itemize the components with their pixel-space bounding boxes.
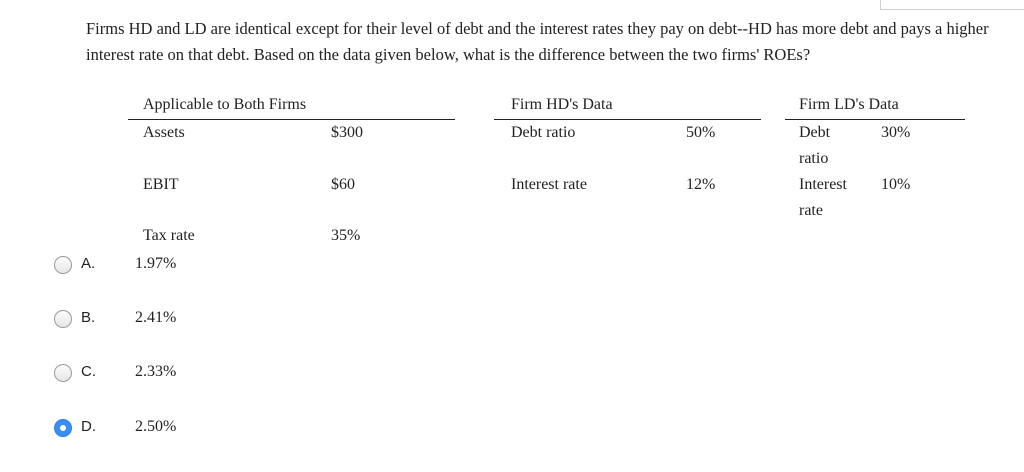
ld-label-interest-rate: Interest rate [799,176,847,219]
radio-button-d-selected[interactable] [54,419,72,437]
ld-label-debt-ratio: Debt ratio [799,124,831,167]
row-value-ebit: $60 [331,176,355,193]
row-label-assets: Assets [143,124,185,141]
table-header-ld: Firm LD's Data [799,96,899,113]
ld-value-debt-ratio: 30% [881,124,911,141]
row-label-tax-rate: Tax rate [143,227,195,244]
hd-value-debt-ratio: 50% [686,124,716,141]
hd-value-interest-rate: 12% [686,176,716,193]
choice-text-a[interactable]: 1.97% [135,255,177,272]
question-text: Firms HD and LD are identical except for their level of debt and the interest rates they pay on debt--HD has more debt and pays a higher interest rate on that debt. Based on the data given below, what is the difference between the two firms' ROEs? [86,19,989,64]
row-value-assets: $300 [331,124,363,141]
radio-button-c[interactable] [54,364,72,382]
choice-letter-c: C. [81,363,96,380]
table-header-both: Applicable to Both Firms [143,96,307,113]
top-panel-edge [880,0,1024,10]
choice-letter-a: A. [81,255,96,272]
ld-value-interest-rate: 10% [881,176,911,193]
hd-label-interest-rate: Interest rate [511,176,587,193]
radio-button-a[interactable] [54,256,72,274]
table-header-hd: Firm HD's Data [511,96,613,113]
row-value-tax-rate: 35% [331,227,361,244]
hd-label-debt-ratio: Debt ratio [511,124,576,141]
choice-letter-b: B. [81,309,96,326]
radio-button-b[interactable] [54,310,72,328]
choice-text-d[interactable]: 2.50% [135,418,177,435]
choice-letter-d: D. [81,418,96,435]
choice-text-b[interactable]: 2.41% [135,309,177,326]
row-label-ebit: EBIT [143,176,179,193]
choice-text-c[interactable]: 2.33% [135,363,177,380]
